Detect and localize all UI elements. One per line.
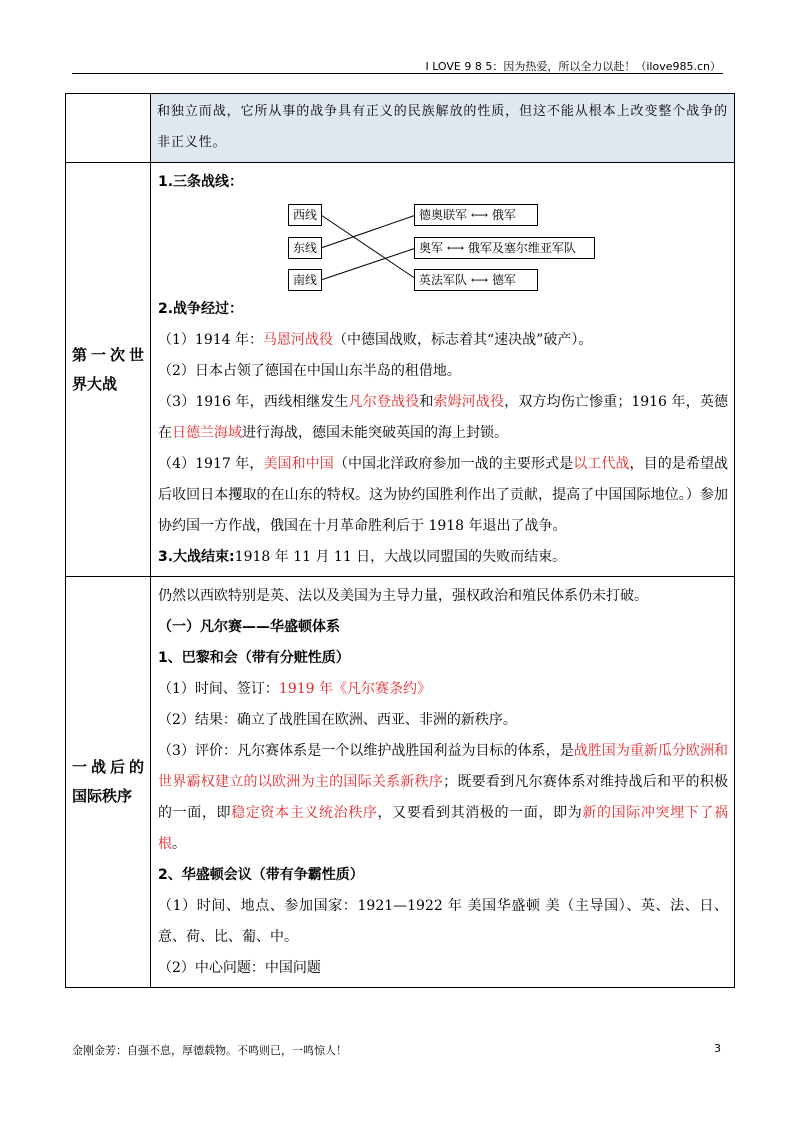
highlight-text: 美国和中国 <box>263 456 334 472</box>
double-arrow-icon: ⟷ <box>470 208 489 222</box>
highlight-text: 索姆河战役 <box>433 394 505 410</box>
double-arrow-icon: ⟷ <box>446 241 465 255</box>
belligerent-a: 德奥联军 <box>419 208 468 222</box>
item-text: 1918 年 11 月 11 日，大战以同盟国的失败而结束。 <box>234 549 567 565</box>
heading-system: （一）凡尔赛——华盛顿体系 <box>158 619 340 635</box>
item-text: （1）时间、签订： <box>158 681 279 697</box>
washington-item-1: （1）时间、地点、参加国家：1921—1922 年 美国华盛顿 美（主导国）、英、法、日、意、荷、比、葡、中。 <box>158 898 728 945</box>
label-cell <box>66 163 151 577</box>
item-text: （1）1914 年： <box>158 332 263 348</box>
item-text: 进行海战，德国未能突破英国的海上封锁。 <box>242 425 508 441</box>
item-text: （4）1917 年， <box>158 456 264 472</box>
section-title-course: 2.战争经过： <box>158 301 244 317</box>
table-row <box>66 94 735 163</box>
highlight-text: 新的国际冲突埋下了祸根 <box>158 805 729 852</box>
front-box-west: 西线 <box>288 204 322 226</box>
intro-text: 仍然以西欧特别是英、法以及美国为主导力量，强权政治和殖民体系仍未打破。 <box>158 588 648 604</box>
belligerents-box-1 <box>414 204 538 226</box>
belligerent-a: 英法军队 <box>419 273 468 287</box>
washington-item-2: （2）中心问题：中国问题 <box>158 960 321 976</box>
row-label-postwar: 一战后的国际秩序 <box>72 758 144 805</box>
item-text: （3）评价：凡尔赛体系是一个以维护战胜国利益为目标的体系，是 <box>158 743 574 759</box>
highlight-text: 1919 年《凡尔赛条约》 <box>278 681 432 697</box>
content-cell <box>151 163 735 577</box>
belligerent-b: 德军 <box>491 273 516 287</box>
fronts-diagram <box>158 198 728 294</box>
item-text: （中国北洋政府参加一战的主要形式是 <box>333 456 574 472</box>
continuation-text: 和独立而战，它所从事的战争具有正义的民族解放的性质，但这不能从根本上改变整个战争的非正义性。 <box>157 104 728 150</box>
header-rule <box>72 73 723 74</box>
label-cell <box>66 577 151 988</box>
content-cell <box>151 94 735 163</box>
double-arrow-icon: ⟷ <box>470 273 489 287</box>
war-end <box>158 542 728 573</box>
highlight-text: 马恩河战役 <box>263 332 333 348</box>
row-label-ww1: 第一次世界大战 <box>72 345 144 393</box>
item-text: 。 <box>172 836 186 852</box>
course-item-4 <box>158 449 728 542</box>
heading-washington: 2、华盛顿会议（带有争霸性质） <box>158 867 364 883</box>
belligerents-box-3 <box>414 269 538 291</box>
page-header: I LOVE 9 8 5：因为热爱，所以全力以赴！（ilove985.cn） <box>425 60 721 73</box>
belligerents-box-2 <box>414 237 595 259</box>
highlight-text: 战胜国为重新瓜分欧洲和世界霸权建立的以欧洲为主的国际关系新秩序 <box>158 743 729 790</box>
paris-item-2: （2）结果：确立了战胜国在欧洲、西亚、非洲的新秩序。 <box>158 712 517 728</box>
item-text: ；既要看到凡尔赛体系对维持战后和平的积极的一面，即 <box>158 774 729 821</box>
page-number: 3 <box>714 1042 721 1055</box>
highlight-text: 凡尔登战役 <box>348 394 420 410</box>
paris-item-1 <box>158 674 728 705</box>
section-title-end: 3.大战结束: <box>158 549 235 565</box>
belligerent-b: 俄军 <box>491 208 516 222</box>
course-item-3 <box>158 387 728 449</box>
course-item-2: （2）日本占领了德国在中国山东半岛的租借地。 <box>158 363 461 379</box>
footer-motto: 金刚金芳：自强不息，厚德载物。不鸣则已，一鸣惊人！ <box>72 1044 347 1057</box>
item-text: （3）1916 年，西线相继发生 <box>158 394 349 410</box>
section-title-fronts: 1.三条战线： <box>158 174 244 190</box>
item-text: （中德国战败，标志着其“速决战”破产）。 <box>333 332 593 348</box>
belligerent-a: 奥军 <box>419 241 444 255</box>
front-box-south: 南线 <box>288 269 322 291</box>
heading-paris: 1、巴黎和会（带有分赃性质） <box>158 650 350 666</box>
paris-item-3 <box>158 736 728 860</box>
item-text: ，双方均伤亡惨重；1916 年，英德在 <box>158 394 728 441</box>
course-item-1 <box>158 325 728 356</box>
table-row <box>66 163 735 577</box>
page-footer <box>72 1042 721 1058</box>
label-cell-empty <box>66 94 151 163</box>
item-text: ，目的是希望战后收回日本攫取的在山东的特权。这为协约国胜利作出了贡献，提高了中国国际地位。）参加协约国一方作战，俄国在十月革命胜利后于 1918 年退出了战争。 <box>158 456 729 534</box>
content-table <box>65 93 735 988</box>
highlight-text: 稳定资本主义统治秩序 <box>231 805 378 821</box>
table-row <box>66 577 735 988</box>
front-box-east: 东线 <box>288 237 322 259</box>
content-cell <box>151 577 735 988</box>
item-text: ，又要看到其消极的一面，即为 <box>377 805 583 821</box>
highlight-text: 日德兰海域 <box>172 425 242 441</box>
highlight-text: 以工代战 <box>573 456 630 472</box>
item-text: 和 <box>419 394 434 410</box>
belligerent-b: 俄军及塞尔维亚军队 <box>467 241 576 255</box>
